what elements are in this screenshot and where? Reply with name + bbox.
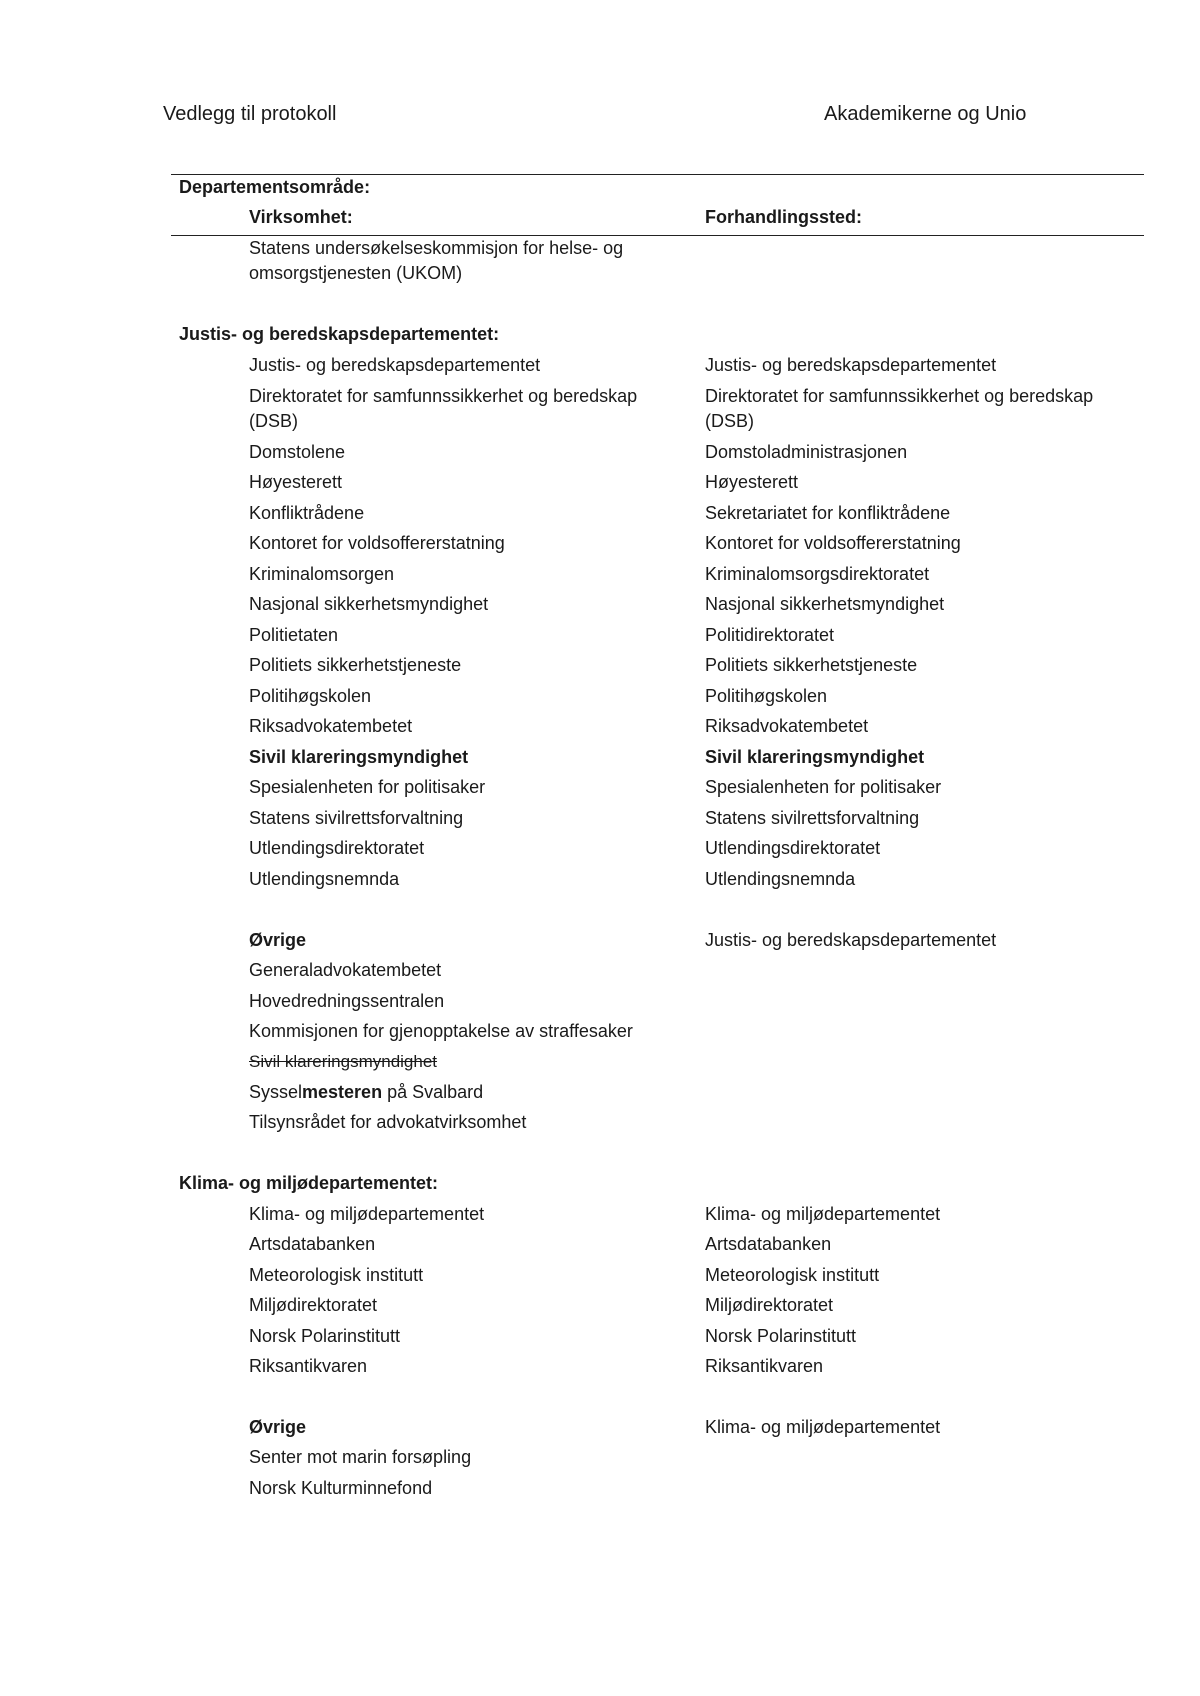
klima-ovrige-item: Norsk Kulturminnefond xyxy=(249,1478,433,1498)
justis-row-virksomhet: Domstolene xyxy=(249,442,346,462)
justis-row-virksomhet: Kriminalomsorgen xyxy=(249,564,395,584)
justis-ovrige-item: Hovedredningssentralen xyxy=(249,991,445,1011)
justis-row-virksomhet: Politietaten xyxy=(249,625,339,645)
justis-row-virksomhet: Riksadvokatembetet xyxy=(249,716,413,736)
justis-row-forhandlingssted: Utlendingsnemnda xyxy=(705,869,856,889)
justis-row-virksomhet: Justis- og beredskapsdepartementet xyxy=(249,355,541,375)
justis-row-forhandlingssted: Direktoratet for samfunnssikkerhet og beredskap xyxy=(705,386,1094,406)
klima-title: Klima- og miljødepartementet: xyxy=(179,1173,439,1193)
sysselmester-bold: mesteren xyxy=(302,1082,383,1102)
justis-row-forhandlingssted-cont: (DSB) xyxy=(705,411,754,431)
col1-label: Virksomhet: xyxy=(249,207,353,227)
justis-row-virksomhet: Høyesterett xyxy=(249,472,343,492)
klima-row-forhandlingssted: Artsdatabanken xyxy=(705,1234,832,1254)
justis-ovrige-title: Øvrige xyxy=(249,930,307,950)
sysselmester-item xyxy=(249,1082,483,1103)
klima-row-forhandlingssted: Miljødirektoratet xyxy=(705,1295,834,1315)
justis-row-forhandlingssted: Politihøgskolen xyxy=(705,686,828,706)
ukom-line2: omsorgstjenesten (UKOM) xyxy=(249,263,463,283)
justis-row-forhandlingssted: Riksadvokatembetet xyxy=(705,716,869,736)
justis-row-forhandlingssted: Politidirektoratet xyxy=(705,625,835,645)
justis-ovrige-item: Generaladvokatembetet xyxy=(249,960,442,980)
justis-row-forhandlingssted: Høyesterett xyxy=(705,472,799,492)
justis-row-virksomhet: Kontoret for voldsoffererstatning xyxy=(249,533,505,553)
justis-row-virksomhet: Politiets sikkerhetstjeneste xyxy=(249,655,462,675)
klima-ovrige-item: Senter mot marin forsøpling xyxy=(249,1447,472,1467)
klima-row-forhandlingssted: Meteorologisk institutt xyxy=(705,1265,880,1285)
header-right: Akademikerne og Unio xyxy=(824,103,1027,125)
top-rule xyxy=(171,174,1144,175)
dept-label: Departementsområde: xyxy=(179,177,371,197)
justis-row-virksomhet: Politihøgskolen xyxy=(249,686,372,706)
justis-row-forhandlingssted: Nasjonal sikkerhetsmyndighet xyxy=(705,594,945,614)
justis-ovrige-item: Kommisjonen for gjenopptakelse av straffesaker xyxy=(249,1021,633,1041)
justis-row-forhandlingssted: Domstoladministrasjonen xyxy=(705,442,908,462)
sysselmester-post: på Svalbard xyxy=(382,1082,484,1102)
justis-row-forhandlingssted: Spesialenheten for politisaker xyxy=(705,777,942,797)
justis-row-forhandlingssted: Kriminalomsorgsdirektoratet xyxy=(705,564,930,584)
klima-ovrige-forhandlingssted: Klima- og miljødepartementet xyxy=(705,1417,941,1437)
justis-row-virksomhet: Direktoratet for samfunnssikkerhet og beredskap xyxy=(249,386,638,406)
header-rule xyxy=(171,235,1144,236)
sysselmester-pre: Syssel xyxy=(249,1082,303,1102)
justis-row-forhandlingssted: Justis- og beredskapsdepartementet xyxy=(705,355,997,375)
justis-row-forhandlingssted: Sekretariatet for konfliktrådene xyxy=(705,503,951,523)
justis-ovrige-forhandlingssted: Justis- og beredskapsdepartementet xyxy=(705,930,997,950)
klima-row-forhandlingssted: Klima- og miljødepartementet xyxy=(705,1204,941,1224)
klima-row-virksomhet: Norsk Polarinstitutt xyxy=(249,1326,401,1346)
klima-row-forhandlingssted: Riksantikvaren xyxy=(705,1356,824,1376)
justis-ovrige-item-struck: Sivil klareringsmyndighet xyxy=(249,1052,438,1071)
justis-row-forhandlingssted: Politiets sikkerhetstjeneste xyxy=(705,655,918,675)
justis-title: Justis- og beredskapsdepartementet: xyxy=(179,324,500,344)
justis-row-forhandlingssted-bold: Sivil klareringsmyndighet xyxy=(705,747,925,767)
justis-row-forhandlingssted: Kontoret for voldsoffererstatning xyxy=(705,533,961,553)
justis-row-virksomhet: Spesialenheten for politisaker xyxy=(249,777,486,797)
justis-row-virksomhet: Utlendingsdirektoratet xyxy=(249,838,425,858)
klima-row-virksomhet: Riksantikvaren xyxy=(249,1356,368,1376)
justis-row-virksomhet: Nasjonal sikkerhetsmyndighet xyxy=(249,594,489,614)
klima-row-forhandlingssted: Norsk Polarinstitutt xyxy=(705,1326,857,1346)
justis-ovrige-item: Tilsynsrådet for advokatvirksomhet xyxy=(249,1112,527,1132)
ukom-line1: Statens undersøkelseskommisjon for helse- og xyxy=(249,238,624,258)
klima-ovrige-title: Øvrige xyxy=(249,1417,307,1437)
klima-row-virksomhet: Miljødirektoratet xyxy=(249,1295,378,1315)
justis-row-forhandlingssted: Statens sivilrettsforvaltning xyxy=(705,808,920,828)
klima-row-virksomhet: Meteorologisk institutt xyxy=(249,1265,424,1285)
justis-row-virksomhet: Konfliktrådene xyxy=(249,503,365,523)
col2-label: Forhandlingssted: xyxy=(705,207,862,227)
justis-row-virksomhet: Statens sivilrettsforvaltning xyxy=(249,808,464,828)
justis-row-forhandlingssted: Utlendingsdirektoratet xyxy=(705,838,881,858)
klima-row-virksomhet: Artsdatabanken xyxy=(249,1234,376,1254)
justis-row-virksomhet-bold: Sivil klareringsmyndighet xyxy=(249,747,469,767)
klima-row-virksomhet: Klima- og miljødepartementet xyxy=(249,1204,485,1224)
justis-row-virksomhet-cont: (DSB) xyxy=(249,411,298,431)
justis-row-virksomhet: Utlendingsnemnda xyxy=(249,869,400,889)
header-left: Vedlegg til protokoll xyxy=(163,103,337,125)
